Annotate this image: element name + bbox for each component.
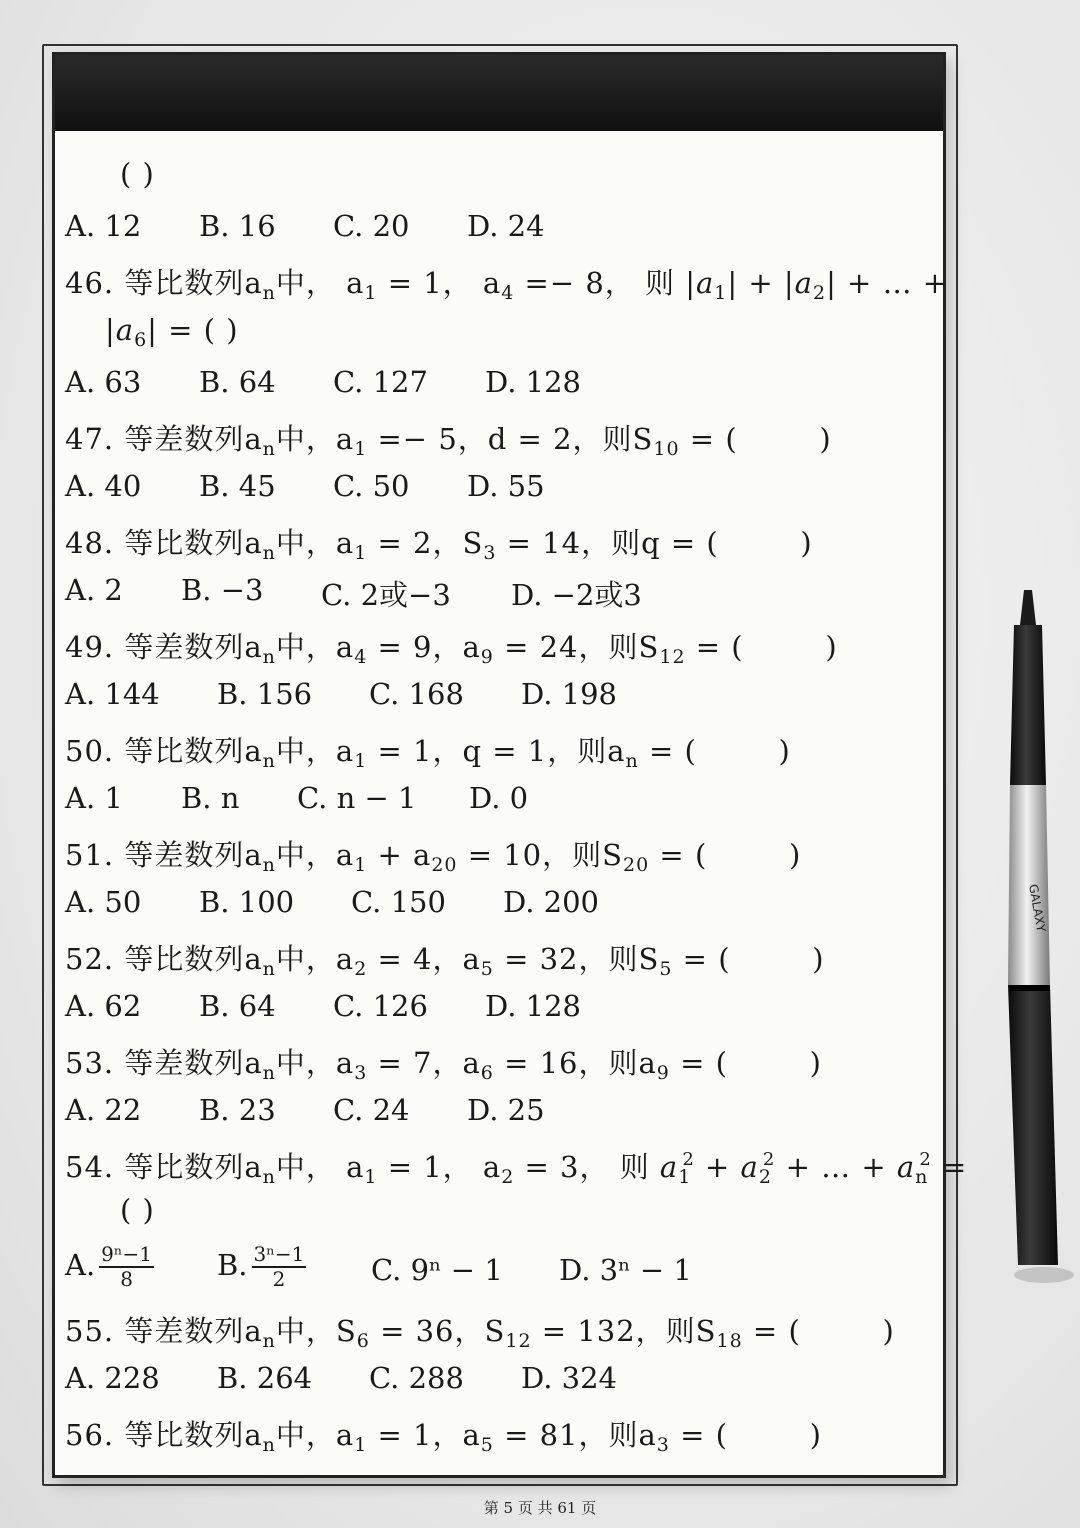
option: B. 16	[199, 209, 276, 243]
q54-paren: ( )	[120, 1193, 155, 1227]
q49-question: 49. 等差数列$a_n$中，$a_4 = 9$，$a_9 = 24$，则$S_{12}$ = ( )	[65, 630, 838, 668]
option-c: C. 9ⁿ − 1	[371, 1253, 503, 1287]
q46-cond2: =− 8， 则 |	[524, 266, 696, 300]
option: A. 2	[65, 573, 123, 607]
option: B. 100	[199, 885, 295, 919]
option: B. 264	[217, 1361, 313, 1395]
q53-label: 53. 等差数列	[65, 1046, 245, 1080]
option: A. 12	[65, 209, 142, 243]
pen-brand-label: GALAXY	[1026, 883, 1049, 934]
option: C. 288	[369, 1361, 464, 1395]
q56-label: 56. 等比数列	[65, 1418, 245, 1452]
q46-cond: = 1， a	[387, 266, 502, 300]
q50-label: 50. 等比数列	[65, 734, 245, 768]
option: A. 40	[65, 469, 142, 503]
option-a: A. $\frac{\text{9ⁿ−1}}{8}$	[65, 1242, 153, 1291]
option: B. 23	[199, 1093, 276, 1127]
option: A. 1	[65, 781, 123, 815]
pen-cap-band	[1010, 985, 1050, 991]
option: D. 0	[469, 781, 529, 815]
fraction	[252, 1243, 307, 1291]
pen-shadow	[1014, 1267, 1074, 1283]
option-d: D. 3ⁿ − 1	[559, 1253, 692, 1287]
option: C. n − 1	[297, 781, 417, 815]
option: D. 128	[485, 365, 582, 399]
q46-mid: 中，	[275, 266, 347, 300]
option: C. 2或−3	[321, 578, 451, 612]
q48-question: 48. 等比数列$a_n$中，$a_1 = 2$，$S_3 = 14$，则q = ( )	[65, 526, 813, 564]
option: A. 22	[65, 1093, 142, 1127]
notepad-page	[52, 52, 968, 1478]
option: D. 198	[521, 677, 618, 711]
option: A. 50	[65, 885, 142, 919]
option: D. 128	[485, 989, 582, 1023]
option: B. 64	[199, 989, 276, 1023]
option: C. 168	[369, 677, 464, 711]
q54-label: 54. 等比数列	[65, 1150, 245, 1184]
numerator: 3ⁿ−1	[253, 1242, 305, 1266]
q50-question: 50. 等比数列$a_n$中，$a_1 = 1$，q = 1，则$a_n$ = ( )	[65, 734, 791, 772]
q46-question: 46. 等比数列$a_n$中， $a_1 = 1$， $a_4 =- 8$， 则 $|a_1| + |a_2|$ + … +	[65, 266, 949, 304]
option: D. 200	[503, 885, 600, 919]
q55-label: 55. 等差数列	[65, 1314, 245, 1348]
q46-cont: | = ( )	[147, 313, 239, 347]
option: B. −3	[181, 573, 264, 607]
q51-question: 51. 等差数列$a_n$中，$a_1 + a_{20} = 10$，则$S_{20}$ = ( )	[65, 838, 802, 876]
q53-question: 53. 等差数列$a_n$中，$a_3 = 7$，$a_6 = 16$，则$a_9$ = ( )	[65, 1046, 822, 1084]
fraction	[99, 1243, 154, 1291]
option: A. 144	[65, 677, 160, 711]
q46-label: 46. 等比数列	[65, 266, 245, 300]
q48-label: 48. 等比数列	[65, 526, 245, 560]
option: C. 127	[333, 365, 428, 399]
pen-image	[996, 585, 1076, 1285]
q51-label: 51. 等差数列	[65, 838, 245, 872]
option: C. 24	[333, 1093, 410, 1127]
option: B. 64	[199, 365, 276, 399]
q55-question: 55. 等差数列$a_n$中，$S_6 = 36$，$S_{12} = 132$，则$S_{18}$ = ( )	[65, 1314, 895, 1352]
option: C. 150	[351, 885, 446, 919]
q52-question: 52. 等比数列$a_n$中，$a_2 = 4$，$a_5 = 32$，则$S_5$ = ( )	[65, 942, 825, 980]
q46-continuation: $|a_6|$ = ( )	[105, 313, 239, 351]
option-b: B. $\frac{\text{3ⁿ−1}}{2}$	[217, 1242, 305, 1291]
option: B. n	[181, 781, 240, 815]
denominator: 8	[120, 1267, 133, 1291]
denominator: 2	[272, 1267, 286, 1291]
q54-question: 54. 等比数列$a_n$中， $a_1 = 1$， $a_2 = 3$， 则 $a_1^2 + a_2^2$ + … + $a_n^2$ =	[65, 1149, 968, 1188]
numerator: 9ⁿ−1	[101, 1242, 153, 1266]
option: A. 63	[65, 365, 142, 399]
q47-label: 47. 等差数列	[65, 422, 245, 456]
option: D. 25	[467, 1093, 545, 1127]
q47-question: 47. 等差数列$a_n$中，$a_1 =- 5$，d = 2，则$S_{10}$ = ( )	[65, 422, 832, 460]
pen-tip	[1020, 590, 1036, 625]
option: D. 55	[467, 469, 545, 503]
option: C. 50	[333, 469, 410, 503]
option: A. 62	[65, 989, 142, 1023]
pen-grip	[1010, 625, 1046, 785]
q45-paren: ( )	[120, 157, 155, 191]
q49-label: 49. 等差数列	[65, 630, 245, 664]
page-footer: 第 5 页 共 61 页	[483, 1499, 597, 1517]
q52-label: 52. 等比数列	[65, 942, 245, 976]
q56-question: 56. 等比数列$a_n$中，$a_1 = 1$，$a_5 = 81$，则$a_3$ = ( )	[65, 1418, 822, 1456]
option: D. 24	[467, 209, 545, 243]
option: D. 324	[521, 1361, 618, 1395]
option: B. 45	[199, 469, 276, 503]
option: C. 126	[333, 989, 428, 1023]
option: C. 20	[333, 209, 410, 243]
option: B. 156	[217, 677, 313, 711]
option: A. 228	[65, 1361, 160, 1395]
option: D. −2或3	[511, 578, 642, 612]
notepad-header-bar	[55, 55, 943, 131]
pen-cap	[1008, 985, 1058, 1265]
